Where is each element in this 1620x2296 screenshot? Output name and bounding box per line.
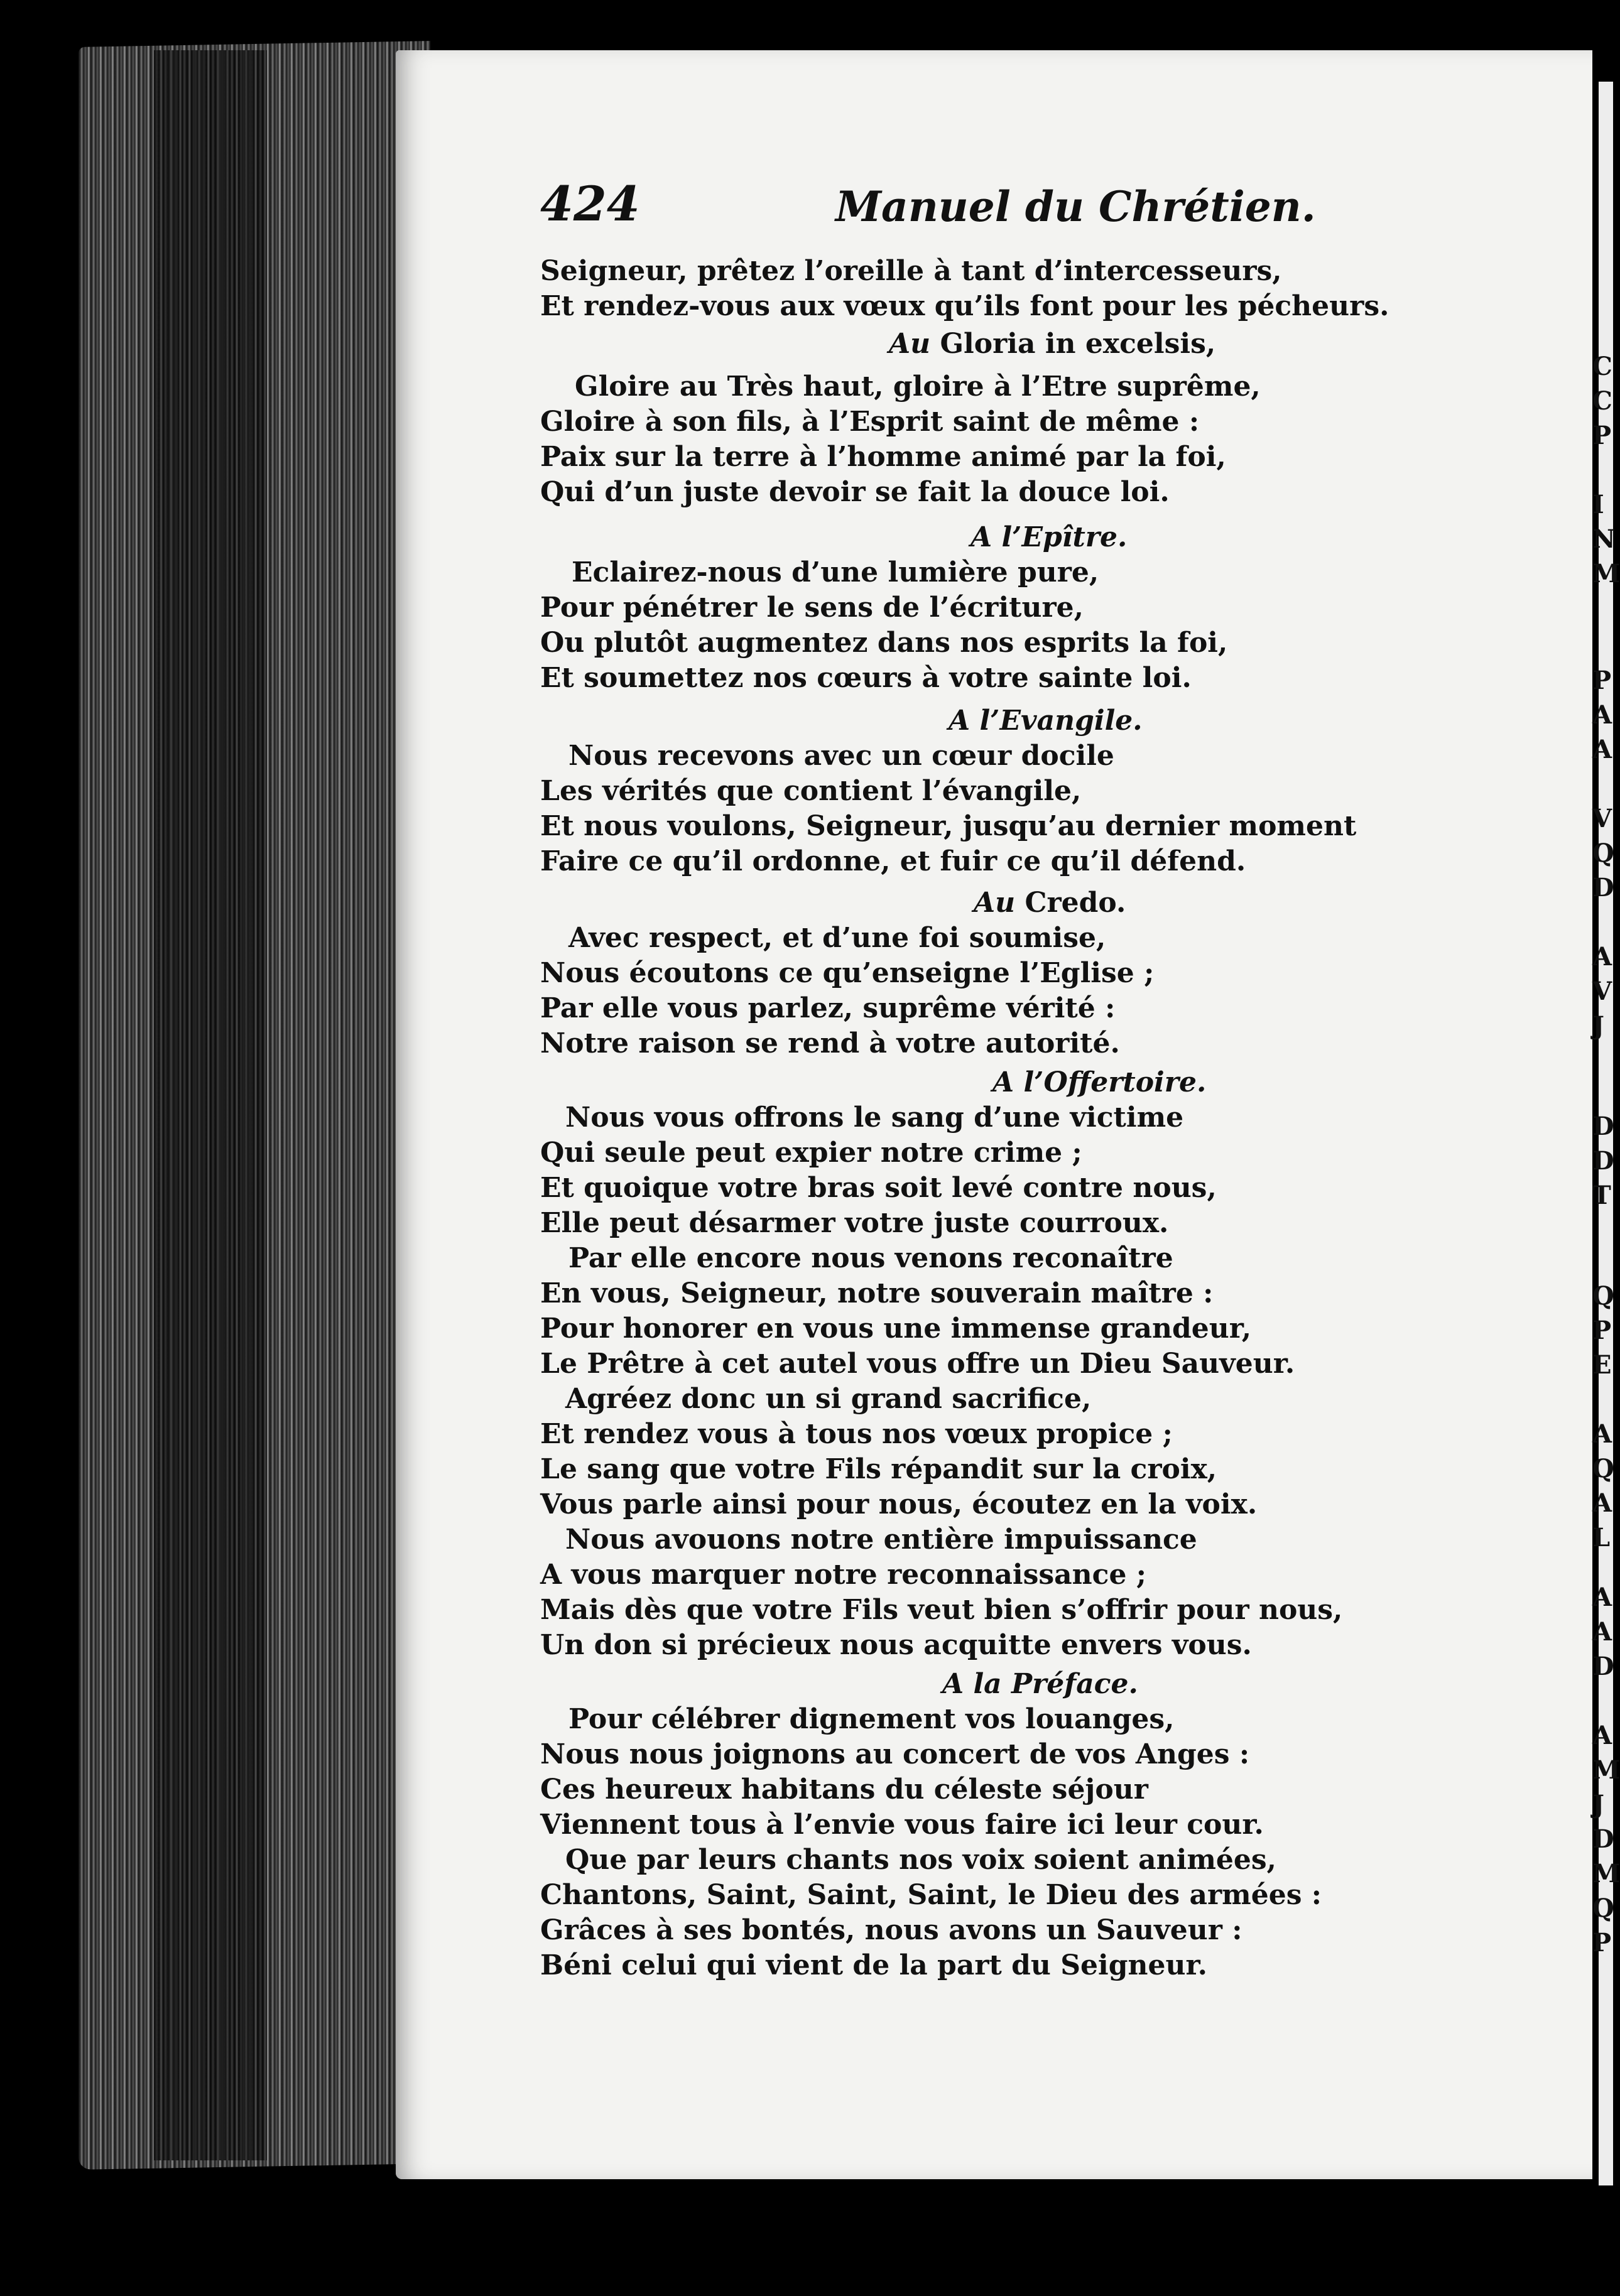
facing-page-letter: P xyxy=(1592,1928,1612,1958)
facing-page-letter: D xyxy=(1592,1652,1614,1681)
verse-line: Le Prêtre à cet autel vous offre un Dieu Sauveur. xyxy=(540,1348,1295,1380)
verse-line: Qui d’un juste devoir se fait la douce loi. xyxy=(540,476,1170,508)
facing-page-letter: C xyxy=(1592,352,1612,381)
facing-page-letter: J xyxy=(1592,1790,1604,1819)
facing-page-letter: I xyxy=(1592,490,1604,519)
verse-line: Ou plutôt augmentez dans nos esprits la foi, xyxy=(540,627,1228,659)
facing-page-letter: Q xyxy=(1592,1893,1614,1923)
facing-page-letter: M xyxy=(1592,559,1620,588)
section-heading-italic: Au xyxy=(974,887,1016,919)
verse-line: Ces heureux habitans du céleste séjour xyxy=(540,1773,1148,1806)
facing-page-letter: A xyxy=(1592,1488,1612,1518)
verse-line: Qui seule peut expier notre crime ; xyxy=(540,1137,1082,1169)
section-heading xyxy=(949,707,1143,735)
section-heading xyxy=(889,330,1215,358)
verse-line: Agréez donc un si grand sacrifice, xyxy=(565,1383,1092,1415)
verse-line: Avec respect, et d’une foi soumise, xyxy=(568,922,1106,954)
verse-line: Par elle encore nous venons reconaître xyxy=(568,1242,1173,1274)
facing-page-letter: D xyxy=(1592,873,1614,902)
verse-line: Eclairez-nous d’une lumière pure, xyxy=(572,556,1099,588)
verse-line: Et rendez-vous aux vœux qu’ils font pour les pécheurs. xyxy=(540,290,1389,322)
section-heading-italic: Au xyxy=(889,328,931,360)
verse-line: Nous avouons notre entière impuissance xyxy=(565,1524,1197,1556)
verse-line: Gloire au Très haut, gloire à l’Etre suprême, xyxy=(575,371,1261,403)
verse-line: Béni celui qui vient de la part du Seigneur. xyxy=(540,1949,1207,1981)
section-heading-latin: Gloria in excelsis, xyxy=(940,328,1216,360)
facing-page-letter: A xyxy=(1592,735,1612,764)
facing-page-letter: A xyxy=(1592,1617,1612,1647)
verse-line: Pour honorer en vous une immense grandeur, xyxy=(540,1313,1252,1345)
verse-line: Par elle vous parlez, suprême vérité : xyxy=(540,992,1116,1024)
verse-line: Nous vous offrons le sang d’une victime xyxy=(565,1102,1184,1134)
section-heading xyxy=(992,1066,1207,1098)
facing-page-letter: A xyxy=(1592,1419,1612,1449)
section-heading-italic: A l’Offertoire. xyxy=(992,1066,1207,1098)
verse-line: Grâces à ses bontés, nous avons un Sauveur : xyxy=(540,1914,1242,1946)
facing-page-letter: C xyxy=(1592,386,1612,416)
facing-page-letter: N xyxy=(1592,524,1616,554)
facing-page-letter: Q xyxy=(1592,838,1614,868)
verse-line: Et soumettez nos cœurs à votre sainte loi. xyxy=(540,662,1192,694)
facing-page-letters xyxy=(1592,0,1620,2296)
verse-line: Et nous voulons, Seigneur, jusqu’au dernier moment xyxy=(540,810,1357,842)
facing-page-letter: V xyxy=(1592,977,1612,1006)
page-number: 424 xyxy=(540,176,640,232)
running-title: Manuel du Chrétien. xyxy=(835,182,1316,231)
facing-page-letter: V xyxy=(1592,804,1612,833)
verse-line: Seigneur, prêtez l’oreille à tant d’intercesseurs, xyxy=(540,255,1282,287)
facing-page-letter: P xyxy=(1592,421,1612,450)
section-heading-italic: A l’Epître. xyxy=(970,521,1128,553)
verse-line: Elle peut désarmer votre juste courroux. xyxy=(540,1207,1169,1239)
section-heading xyxy=(970,521,1128,553)
facing-page-letter: D xyxy=(1592,1146,1614,1176)
facing-page-letter: Q xyxy=(1592,1281,1614,1311)
verse-line: Pour célébrer dignement vos louanges, xyxy=(568,1703,1175,1735)
section-heading xyxy=(942,1668,1138,1700)
facing-page-letter: P xyxy=(1592,1316,1612,1345)
verse-line: Nous nous joignons au concert de vos Anges : xyxy=(540,1738,1250,1770)
facing-page-letter: E xyxy=(1592,1350,1612,1380)
verse-line: Mais dès que votre Fils veut bien s’offrir pour nous, xyxy=(540,1594,1343,1626)
facing-page-letter: Q xyxy=(1592,1454,1614,1483)
verse-line: Et rendez vous à tous nos vœux propice ; xyxy=(540,1418,1173,1450)
section-heading-italic: A la Préface. xyxy=(942,1668,1138,1700)
section-heading-italic: A l’Evangile. xyxy=(949,705,1143,737)
verse-line: Vous parle ainsi pour nous, écoutez en la voix. xyxy=(540,1488,1258,1520)
facing-page-letter: M xyxy=(1592,1859,1620,1888)
verse-line: En vous, Seigneur, notre souverain maître : xyxy=(540,1277,1214,1309)
section-heading xyxy=(974,889,1126,917)
facing-page-letter: D xyxy=(1592,1112,1614,1141)
verse-line: Nous écoutons ce qu’enseigne l’Eglise ; xyxy=(540,957,1155,989)
facing-page-letter: A xyxy=(1592,942,1612,972)
facing-page-letter: L xyxy=(1592,1523,1611,1552)
facing-page-letter: T xyxy=(1592,1181,1611,1210)
verse-line: Et quoique votre bras soit levé contre nous, xyxy=(540,1172,1217,1204)
verse-line: A vous marquer notre reconnaissance ; xyxy=(540,1559,1147,1591)
facing-page-letter: A xyxy=(1592,700,1612,730)
facing-page-letter: D xyxy=(1592,1824,1614,1854)
verse-line: Que par leurs chants nos voix soient animées, xyxy=(565,1844,1276,1876)
section-heading-latin: Credo. xyxy=(1025,887,1126,919)
verse-line: Notre raison se rend à votre autorité. xyxy=(540,1027,1120,1059)
verse-line: Pour pénétrer le sens de l’écriture, xyxy=(540,592,1084,624)
verse-line: Chantons, Saint, Saint, Saint, le Dieu des armées : xyxy=(540,1879,1322,1911)
verse-line: Gloire à son fils, à l’Esprit saint de même : xyxy=(540,406,1200,438)
verse-line: Faire ce qu’il ordonne, et fuir ce qu’il défend. xyxy=(540,845,1246,877)
verse-line: Les vérités que contient l’évangile, xyxy=(540,775,1082,807)
verse-line: Viennent tous à l’envie vous faire ici leur cour. xyxy=(540,1809,1264,1841)
verse-line: Un don si précieux nous acquitte envers vous. xyxy=(540,1629,1252,1661)
verse-line: Nous recevons avec un cœur docile xyxy=(568,740,1114,772)
verse-line: Le sang que votre Fils répandit sur la croix, xyxy=(540,1453,1217,1485)
facing-page-letter: J xyxy=(1592,1011,1604,1041)
facing-page-letter: P xyxy=(1592,666,1612,695)
verse-line: Paix sur la terre à l’homme animé par la foi, xyxy=(540,441,1226,473)
facing-page-letter: A xyxy=(1592,1583,1612,1612)
facing-page-letter: A xyxy=(1592,1721,1612,1750)
facing-page-letter: M xyxy=(1592,1755,1620,1785)
